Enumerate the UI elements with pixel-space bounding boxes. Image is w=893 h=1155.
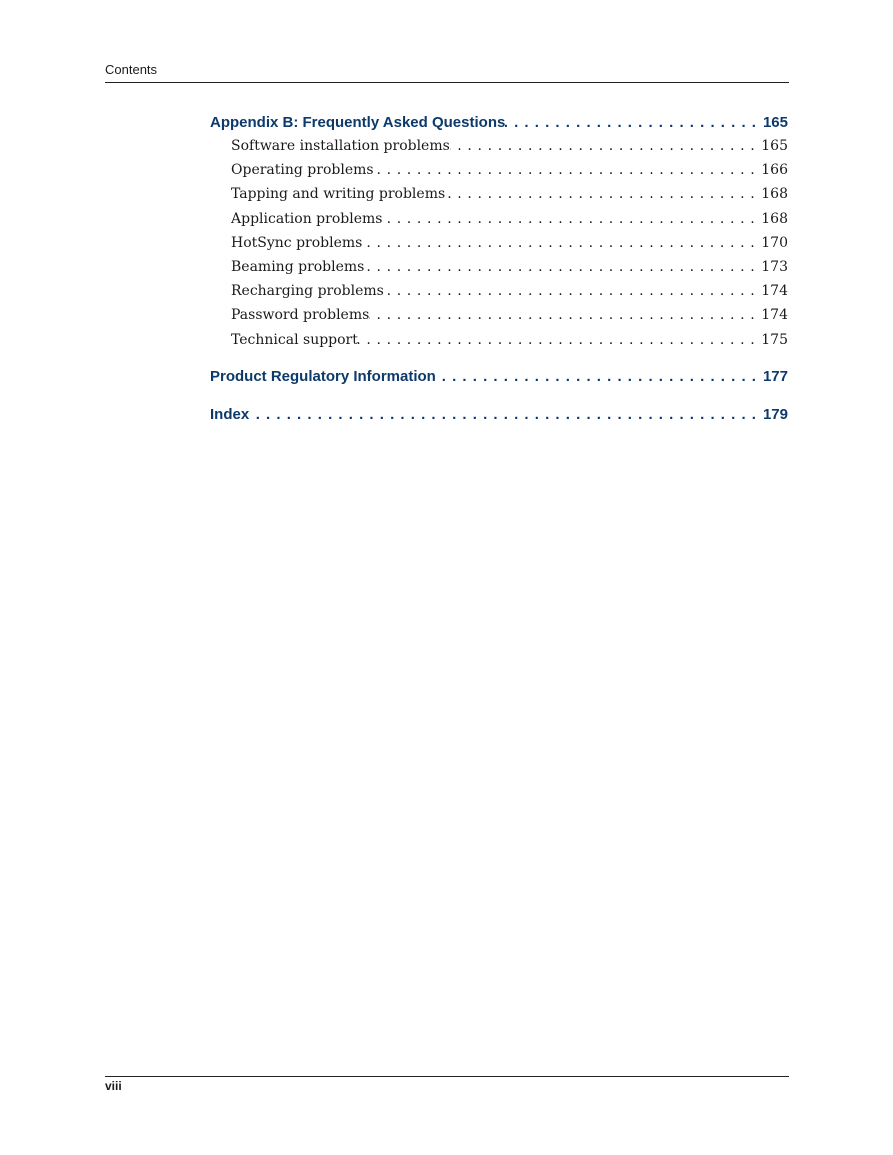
toc-section-page: 168 [761, 210, 788, 227]
toc-section-title: Application problems [231, 210, 383, 227]
toc-entry-title: Appendix B: Frequently Asked Questions [210, 114, 506, 131]
dot-leader [362, 231, 761, 255]
toc-section-page: 173 [761, 258, 788, 275]
toc-section[interactable] [231, 134, 788, 158]
header-rule [105, 82, 789, 83]
toc-section-title: Operating problems [231, 162, 374, 179]
toc-entry-title: Product Regulatory Information [210, 367, 436, 385]
dot-leader [450, 134, 761, 158]
toc-entry-appendix-b[interactable] [210, 112, 788, 134]
dot-leader [436, 366, 763, 388]
toc-section-page: 174 [761, 283, 788, 300]
dot-leader [364, 255, 761, 279]
toc-section-title: Recharging problems [231, 283, 384, 300]
toc-section-title: Password problems [231, 307, 370, 324]
dot-leader [358, 328, 761, 352]
spacer [210, 388, 788, 404]
toc-section-title: Technical support [231, 331, 358, 348]
toc-entry-page: 177 [762, 367, 788, 385]
dot-leader [505, 112, 763, 134]
dot-leader [445, 182, 761, 206]
toc-section-page: 166 [761, 162, 788, 179]
dot-leader [384, 279, 761, 303]
page-number: viii [105, 1079, 122, 1093]
dot-leader [249, 404, 763, 426]
toc-entry-regulatory[interactable] [210, 366, 788, 388]
footer-rule [105, 1076, 789, 1077]
toc-section-title: HotSync problems [231, 234, 363, 251]
toc-entry-title: Index [210, 405, 250, 423]
table-of-contents [210, 112, 788, 426]
dot-leader [369, 303, 761, 327]
toc-section[interactable] [231, 231, 788, 255]
dot-leader [382, 207, 761, 231]
toc-entry-page: 165 [762, 114, 788, 131]
toc-section-title: Beaming problems [231, 258, 365, 275]
toc-section-title: Software installation problems [231, 138, 450, 154]
toc-section[interactable] [231, 255, 788, 279]
toc-section[interactable] [231, 207, 788, 231]
toc-section[interactable] [231, 303, 788, 327]
toc-entry-index[interactable] [210, 404, 788, 426]
running-head: Contents [105, 62, 158, 77]
toc-entry-page: 179 [762, 405, 788, 423]
toc-section[interactable] [231, 328, 788, 352]
toc-section[interactable] [231, 182, 788, 206]
toc-section-page: 170 [761, 234, 788, 251]
toc-section-page: 174 [761, 307, 788, 324]
toc-section-title: Tapping and writing problems [231, 186, 446, 203]
spacer [210, 352, 788, 366]
toc-section-page: 165 [761, 138, 788, 154]
toc-section[interactable] [231, 158, 788, 182]
toc-section-page: 168 [761, 186, 788, 203]
dot-leader [374, 158, 762, 182]
toc-section-page: 175 [761, 331, 788, 348]
toc-section[interactable] [231, 279, 788, 303]
